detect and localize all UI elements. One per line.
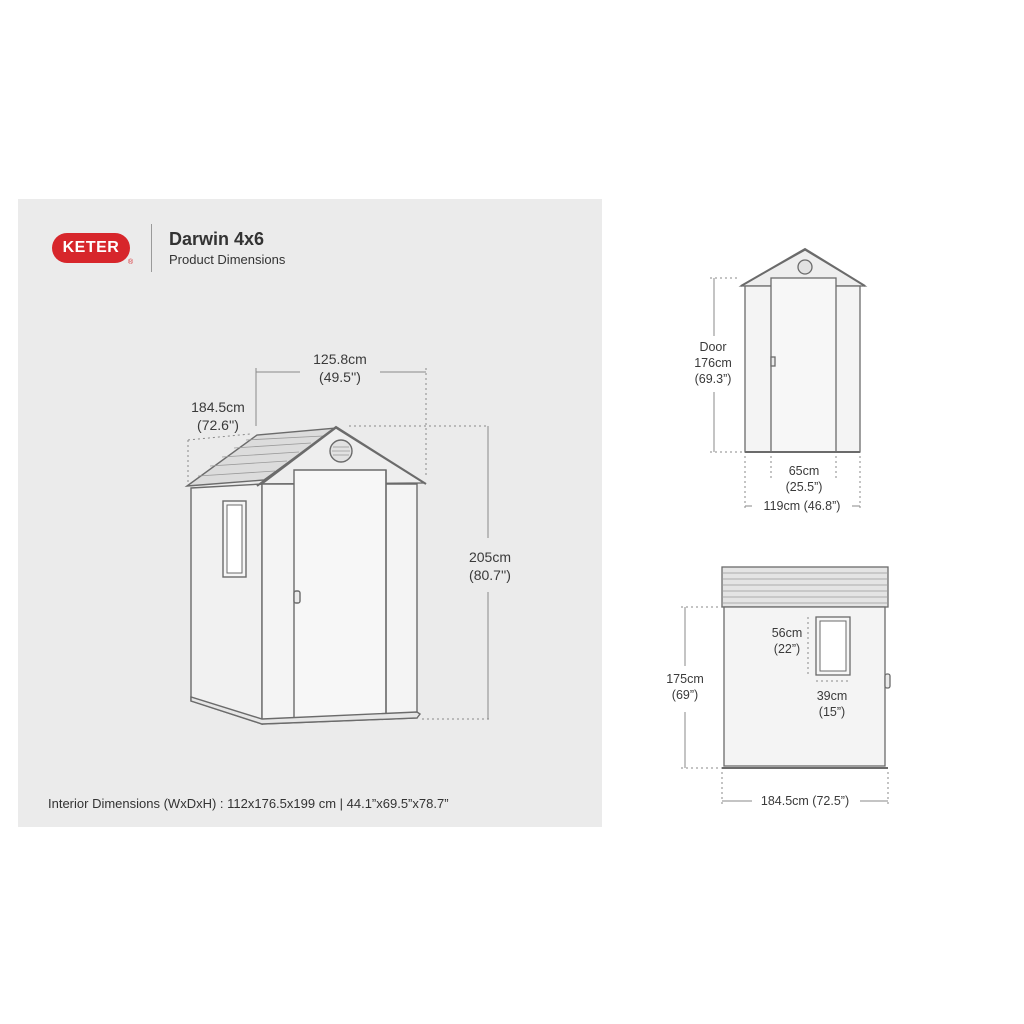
height-label: 205cm (80.7'') bbox=[468, 549, 512, 583]
perspective-shed bbox=[187, 427, 426, 724]
depth-label: 184.5cm (72.6'') bbox=[191, 399, 245, 433]
window-height-label: 56cm (22”) bbox=[771, 626, 803, 656]
registered-mark: ® bbox=[128, 259, 134, 266]
front-total-width-label: 119cm (46.8”) bbox=[763, 499, 841, 513]
window-width-label: 39cm (15”) bbox=[816, 689, 848, 719]
interior-dimensions: Interior Dimensions (WxDxH) : 112x176.5x199 cm | 44.1”x69.5”x78.7” bbox=[48, 796, 449, 811]
front-elevation-shed bbox=[741, 249, 865, 452]
wall-height-label: 175cm (69”) bbox=[666, 672, 704, 702]
width-label: 125.8cm (49.5'') bbox=[313, 351, 367, 385]
side-elevation-shed bbox=[722, 567, 890, 768]
door-width-label: 65cm (25.5”) bbox=[785, 464, 823, 494]
product-subtitle: Product Dimensions bbox=[169, 252, 286, 267]
door-height-label: Door 176cm (69.3”) bbox=[694, 340, 732, 386]
side-total-length-label: 184.5cm (72.5”) bbox=[760, 794, 850, 808]
product-title: Darwin 4x6 bbox=[169, 229, 265, 249]
keter-logo: KETER bbox=[52, 233, 130, 263]
